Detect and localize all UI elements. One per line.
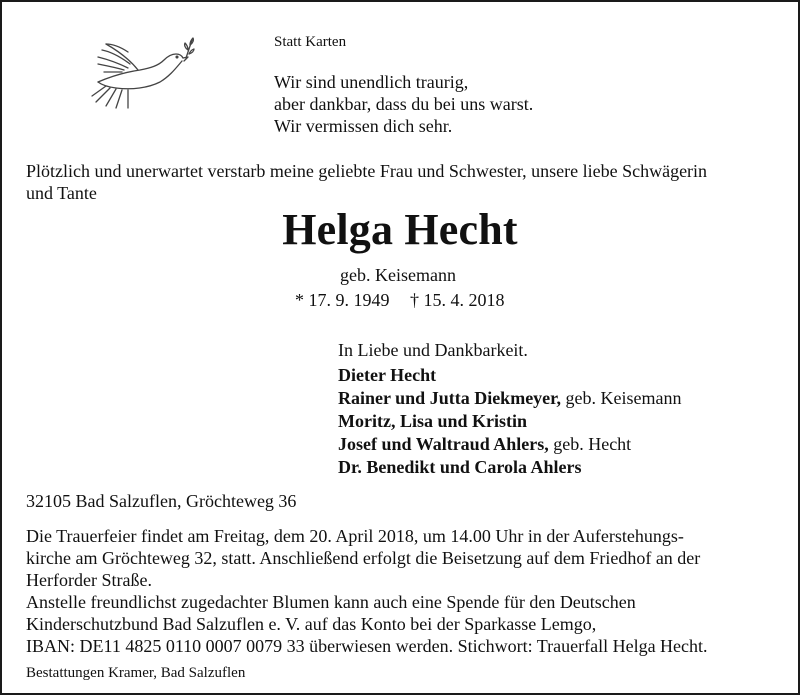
funeral-line-3: Herforder Straße. <box>26 570 152 590</box>
death-date: † 15. 4. 2018 <box>410 290 505 310</box>
mourner-line <box>338 456 582 478</box>
family-address: 32105 Bad Salzuflen, Gröchteweg 36 <box>26 491 297 511</box>
mourner-line <box>338 433 631 455</box>
donation-line-3: IBAN: DE11 4825 0110 0007 0079 33 überwiesen werden. Stichwort: Trauerfall Helga Hecht. <box>26 636 708 656</box>
donation-line-2: Kinderschutzbund Bad Salzuflen e. V. auf das Konto bei der Sparkasse Lemgo, <box>26 614 597 634</box>
mourners-intro: In Liebe und Dankbarkeit. <box>338 340 528 360</box>
verse-line-3: Wir vermissen dich sehr. <box>274 116 453 136</box>
undertaker-credit: Bestattungen Kramer, Bad Salzuflen <box>26 665 246 681</box>
dove-with-olive-branch-icon <box>84 30 196 112</box>
deceased-name: Helga Hecht <box>282 205 518 254</box>
funeral-line-1: Die Trauerfeier findet am Freitag, dem 20. April 2018, um 14.00 Uhr in der Auferstehungs- <box>26 526 684 546</box>
statt-karten-label: Statt Karten <box>274 34 347 50</box>
mourner-note: geb. Keisemann <box>561 388 682 408</box>
mourner-names: Rainer und Jutta Diekmeyer, <box>338 388 562 408</box>
mourner-names: Dieter Hecht <box>338 365 437 385</box>
verse-line-1: Wir sind unendlich traurig, <box>274 72 469 92</box>
intro-line-1: Plötzlich und unerwartet verstarb meine geliebte Frau und Schwester, unsere liebe Schwägerin <box>26 161 708 181</box>
mourner-names: Josef und Waltraud Ahlers, <box>338 434 549 454</box>
intro-line-2: und Tante <box>26 183 97 203</box>
mourner-note: geb. Hecht <box>548 434 632 454</box>
donation-line-1: Anstelle freundlichst zugedachter Blumen kann auch eine Spende für den Deutschen <box>26 592 636 612</box>
birth-name: geb. Keisemann <box>340 265 456 285</box>
birth-date: * 17. 9. 1949 <box>295 290 390 310</box>
mourner-line <box>338 410 527 432</box>
mourner-names: Dr. Benedikt und Carola Ahlers <box>338 457 582 477</box>
mourner-names: Moritz, Lisa und Kristin <box>338 411 528 431</box>
verse-line-2: aber dankbar, dass du bei uns warst. <box>274 94 534 114</box>
funeral-line-2: kirche am Gröchteweg 32, statt. Anschließend erfolgt die Beisetzung auf dem Friedhof an der <box>26 548 701 568</box>
mourner-line <box>338 387 681 409</box>
mourner-line <box>338 364 436 386</box>
